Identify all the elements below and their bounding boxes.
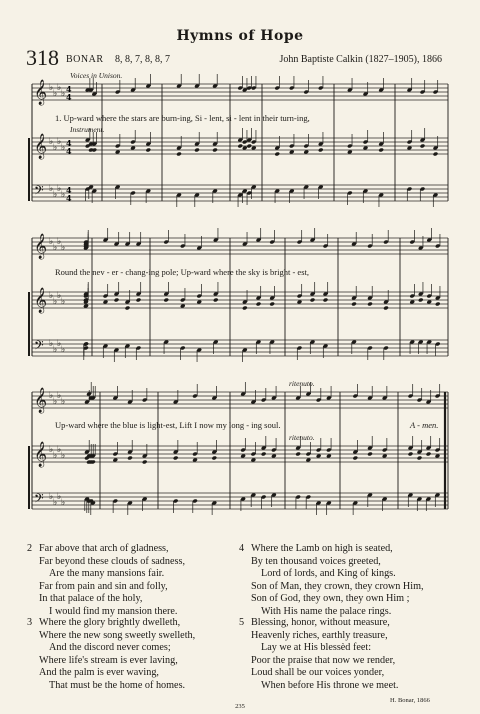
note-head [269, 302, 275, 307]
note-head [212, 148, 218, 153]
voices-marking: Voices in Unison. [70, 71, 123, 80]
flat-icon: ♭ [57, 291, 62, 301]
treble-clef-icon: 𝄞 [34, 134, 48, 159]
stanza-line: Are the many mansions fair. [49, 568, 165, 579]
flat-icon: ♭ [49, 83, 54, 93]
flat-icon: ♭ [53, 243, 58, 253]
note-head [417, 456, 423, 461]
treble-clef-icon: 𝄞 [34, 442, 48, 467]
note-head [242, 306, 248, 311]
stanza-2 [27, 543, 185, 618]
flat-icon: ♭ [49, 492, 54, 502]
note-head [91, 148, 97, 153]
note-head [310, 298, 316, 303]
note-head [408, 452, 414, 457]
flat-icon: ♭ [61, 89, 66, 99]
instrument-marking: Instrument. [70, 125, 105, 134]
stanza-line: Where life's stream is ever laving, [39, 654, 178, 666]
flat-icon: ♭ [61, 451, 66, 461]
stanza-line: I would find my mansion there. [49, 605, 178, 617]
note-head [176, 152, 182, 157]
stanza-line: In that palace of the holy, [39, 593, 143, 604]
stanza-line: Lay we at His blessèd feet: [261, 642, 372, 653]
stanza-line: And the discord never comes; [49, 642, 171, 653]
book-title: Hymns of Hope [176, 28, 304, 44]
note-head [433, 152, 439, 157]
stanza-4 [239, 543, 424, 618]
note-head [367, 452, 373, 457]
treble-clef-icon: 𝄞 [34, 80, 48, 105]
flat-icon: ♭ [53, 89, 58, 99]
stanza-number: 4 [239, 543, 245, 554]
stanza-line: Far from pain and sin and folly, [39, 580, 168, 592]
stanza-line: Where the Lamb on high is seated, [251, 543, 393, 554]
note-head [127, 456, 133, 461]
note-head [246, 144, 252, 149]
flat-icon: ♭ [49, 445, 54, 455]
flat-icon: ♭ [49, 237, 54, 247]
note-head [256, 302, 262, 307]
treble-clef-icon: 𝄞 [34, 388, 48, 413]
stanza-line: Where the new song sweetly swelleth, [39, 629, 196, 641]
bass-clef-icon: 𝄢 [34, 183, 44, 201]
stanza-line: Where the glory brightly dwelleth, [39, 617, 181, 628]
time-signature: 4 [66, 146, 72, 156]
note-head [383, 306, 389, 311]
flat-icon: ♭ [53, 190, 58, 200]
flat-icon: ♭ [61, 297, 66, 307]
note-head [435, 302, 441, 307]
stanza-number: 3 [27, 617, 33, 628]
stanza-line: That must be the home of homes. [49, 679, 186, 691]
stanza-line: Lord of lords, and King of kings. [261, 568, 396, 579]
flat-icon: ♭ [49, 137, 54, 147]
flat-icon: ♭ [53, 451, 58, 461]
note-head [194, 148, 200, 153]
flat-icon: ♭ [53, 498, 58, 508]
note-head [237, 144, 243, 149]
flat-icon: ♭ [49, 391, 54, 401]
treble-clef-icon: 𝄞 [34, 288, 48, 313]
stanza-number: 5 [239, 617, 245, 628]
note-head [351, 302, 357, 307]
stanza-line: Far above that arch of gladness, [39, 543, 169, 554]
meter: 8, 8, 7, 8, 8, 7 [115, 54, 170, 65]
ritenuto-marking-instrument: ritenuto. [289, 433, 315, 442]
flat-icon: ♭ [57, 137, 62, 147]
stanza-line: When before His throne we meet. [261, 679, 399, 691]
time-signature: 4 [66, 92, 72, 102]
composer: John Baptiste Calkin (1827–1905), 1866 [279, 54, 442, 65]
stanza-line: Loud shall be our voices yonder, [251, 667, 385, 678]
flat-icon: ♭ [49, 339, 54, 349]
ritenuto-marking-voice: ritenuto. [289, 379, 315, 388]
lyric-line-2: Round the nev - er - chang-ing pole; Up-ward where the sky is bright - est, [55, 267, 309, 277]
note-head [125, 306, 131, 311]
note-head [136, 298, 142, 303]
time-signature: 4 [66, 84, 72, 94]
flat-icon: ♭ [53, 143, 58, 153]
flat-icon: ♭ [61, 397, 66, 407]
note-head [145, 148, 151, 153]
stanza-line: With His name the palace rings. [261, 605, 392, 617]
stanza-line: Son of God, they own, they own Him ; [251, 593, 410, 604]
note-head [114, 298, 120, 303]
stanza-number: 2 [27, 543, 33, 554]
flat-icon: ♭ [61, 498, 66, 508]
note-head [418, 298, 424, 303]
flat-icon: ♭ [61, 190, 66, 200]
note-head [173, 456, 179, 461]
time-signature: 4 [66, 193, 72, 203]
lyric-line-3: Up-ward where the blue is light-est, Lift I now my long - ing soul. [55, 420, 281, 430]
flat-icon: ♭ [57, 339, 62, 349]
stanza-line: By ten thousand voices greeted, [251, 555, 381, 567]
flat-icon: ♭ [53, 397, 58, 407]
note-head [323, 298, 329, 303]
bass-clef-icon: 𝄢 [34, 338, 44, 356]
flat-icon: ♭ [57, 237, 62, 247]
note-head [295, 452, 301, 457]
time-signature: 4 [66, 138, 72, 148]
flat-icon: ♭ [49, 291, 54, 301]
note-head [142, 460, 148, 465]
stanza-line: And the palm is ever waving, [39, 667, 159, 678]
time-signature: 4 [66, 185, 72, 195]
stanza-line: Blessing, honor, without measure, [251, 617, 390, 628]
treble-clef-icon: 𝄞 [34, 234, 48, 259]
note-head [213, 298, 219, 303]
stanza-line: Son of Man, they crown, they crown Him, [251, 580, 424, 592]
stanza-line: Poor the praise that now we render, [251, 654, 396, 666]
bass-clef-icon: 𝄢 [34, 491, 44, 509]
note-head [367, 302, 373, 307]
flat-icon: ♭ [57, 83, 62, 93]
flat-icon: ♭ [57, 391, 62, 401]
stanza-line: Heavenly riches, earthly treasure, [251, 629, 388, 641]
stanza-5 [239, 617, 399, 692]
flat-icon: ♭ [61, 243, 66, 253]
note-head [352, 456, 358, 461]
flat-icon: ♭ [57, 445, 62, 455]
note-head [318, 148, 324, 153]
stanza-line: Far beyond these clouds of sadness, [39, 555, 185, 567]
flat-icon: ♭ [53, 345, 58, 355]
page-number: 235 [235, 703, 245, 710]
stanza-3 [27, 617, 196, 692]
amen-lyric: A - men. [410, 420, 439, 430]
flat-icon: ♭ [57, 184, 62, 194]
note-head [426, 452, 432, 457]
text-attribution: H. Bonar, 1866 [390, 697, 430, 704]
lyric-line-1: 1. Up-ward where the stars are burn-ing, Si - lent, si - lent in their turn-ing, [55, 113, 310, 123]
flat-icon: ♭ [53, 297, 58, 307]
flat-icon: ♭ [49, 184, 54, 194]
note-head [163, 298, 169, 303]
flat-icon: ♭ [61, 345, 66, 355]
hymn-number: 318 [26, 45, 59, 70]
flat-icon: ♭ [57, 492, 62, 502]
note-head [378, 148, 384, 153]
note-head [211, 456, 217, 461]
flat-icon: ♭ [61, 143, 66, 153]
note-head [261, 452, 267, 457]
note-head [420, 144, 426, 149]
tune-name: BONAR [66, 54, 104, 65]
note-head [274, 152, 280, 157]
